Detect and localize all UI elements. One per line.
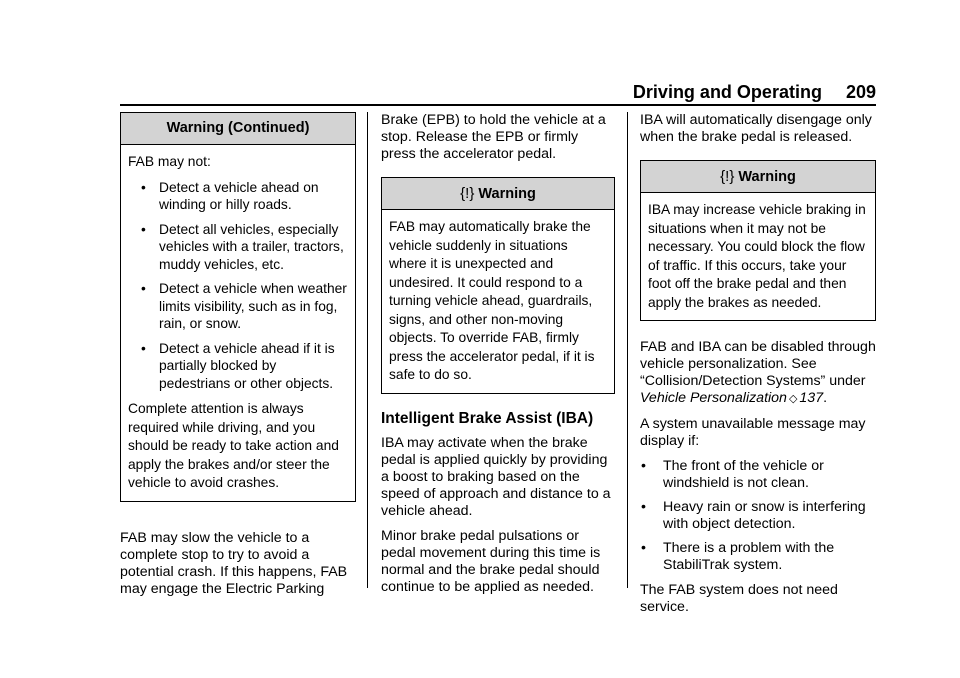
page-header — [120, 82, 876, 106]
list-item: • Detect a vehicle ahead on winding or hilly roads. — [141, 179, 319, 212]
fab-limitations-list — [128, 179, 348, 393]
section-title: Driving and Operating — [632, 82, 822, 102]
bullet-icon: • — [141, 221, 146, 237]
column-2 — [381, 112, 615, 604]
box-closing: Complete attention is always required while driving, and you should be ready to take action and apply the brakes and/or steer the vehicle to avoid crashes. — [128, 401, 339, 490]
warning-continued-body — [121, 145, 355, 501]
warning-icon: {!} — [720, 168, 735, 185]
page-reference-icon: ◇ — [788, 393, 798, 405]
paragraph: IBA may activate when the brake pedal is applied quickly by providing a boost to braking based on the speed of approach and distance to a vehicle ahead. — [381, 434, 611, 519]
warning-body: IBA may increase vehicle braking in situations when it may not be necessary. You could block the flow of traffic. If this occurs, take your foot off the brake pedal and then apply the brakes as needed. — [648, 202, 866, 310]
paragraph: Minor brake pedal pulsations or pedal movement during this time is normal and the brake pedal should continue to be applied as needed. — [381, 527, 601, 595]
list-item: • The front of the vehicle or windshield is not clean. — [641, 458, 824, 491]
list-item: • Detect all vehicles, especially vehicles with a trailer, tractors, muddy vehicles, etc. — [141, 221, 344, 272]
warning-continued-title: Warning (Continued) — [121, 113, 355, 145]
warning-body: FAB may automatically brake the vehicle suddenly in situations where it is unexpected and undesired. It could respond to a turning vehicle ahead, guardrails, signs, and other non-moving objects. To override FAB, firmly press the accelerator pedal, if it is safe to do so. — [389, 219, 595, 382]
list-item: • Detect a vehicle ahead if it is partially blocked by pedestrians or other objects. — [141, 340, 335, 391]
section-heading: Intelligent Brake Assist (IBA) — [381, 409, 594, 427]
bullet-icon: • — [641, 499, 646, 515]
warning-box — [381, 177, 615, 394]
unavailable-reasons-list — [640, 458, 876, 574]
box-intro: FAB may not: — [128, 154, 211, 169]
warning-continued-box — [120, 112, 356, 502]
bullet-icon: • — [141, 340, 146, 356]
list-item: • Heavy rain or snow is interfering with object detection. — [641, 499, 866, 532]
list-item: • Detect a vehicle when weather limits visibility, such as in fog, rain, or snow. — [141, 281, 347, 331]
column-divider-2 — [627, 112, 628, 588]
cross-reference-link[interactable]: Vehicle Personalization — [640, 390, 787, 406]
header-title — [633, 82, 876, 103]
paragraph: A system unavailable message may display if: — [640, 416, 866, 449]
page-number: 209 — [845, 82, 876, 102]
column-1 — [120, 112, 356, 606]
bullet-icon: • — [641, 540, 646, 556]
paragraph: The FAB system does not need service. — [640, 582, 838, 615]
paragraph: FAB may slow the vehicle to a complete stop to try to avoid a potential crash. If this happens, FAB may engage the Electric Parking — [120, 529, 348, 597]
warning-title: {!} Warning — [382, 178, 614, 210]
column-divider-1 — [367, 112, 368, 588]
paragraph: IBA will automatically disengage only when the brake pedal is released. — [640, 112, 872, 145]
warning-box — [640, 160, 876, 321]
bullet-icon: • — [141, 179, 146, 195]
paragraph: Brake (EPB) to hold the vehicle at a stop. Release the EPB or firmly press the accelerator pedal. — [381, 112, 606, 162]
page-reference[interactable]: 137 — [799, 390, 824, 406]
warning-icon: {!} — [460, 185, 475, 202]
warning-title: {!} Warning — [641, 161, 875, 193]
paragraph: FAB and IBA can be disabled through vehicle personalization. See “Collision/Detection Systems” under Vehicle Personalization ◇ 137. — [640, 339, 876, 406]
list-item: • There is a problem with the StabiliTrak system. — [641, 540, 835, 573]
bullet-icon: • — [141, 281, 146, 296]
bullet-icon: • — [641, 458, 646, 474]
column-3 — [640, 112, 876, 624]
